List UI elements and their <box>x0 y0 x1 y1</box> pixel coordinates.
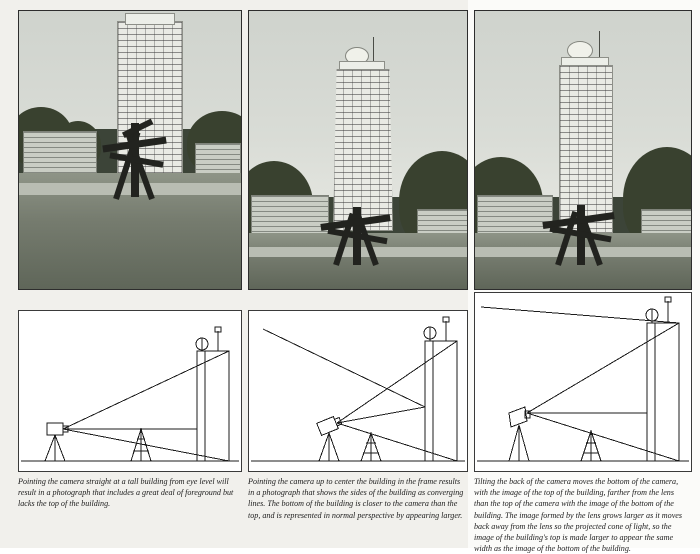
diagram-panel-2 <box>248 310 468 472</box>
caption-panel-3: Tilting the back of the camera moves the bottom of the camera, with the image of the top of the building, farther from the lens than the top of the camera with the image of the bottom of the building. The image formed by the lens grows larger as it moves back away from the lens so the projected cone of light, so the image of the building's top is made larger to appear the same width as the image of the bottom of the building. <box>474 477 683 554</box>
sight-line-upper <box>63 351 229 429</box>
antenna-mast <box>373 37 374 63</box>
extension-line <box>263 329 425 407</box>
low-rise-building <box>23 131 97 177</box>
sight-line-lower <box>63 429 229 461</box>
sight-line-upper <box>337 341 457 423</box>
photo-panel-2 <box>248 10 468 290</box>
sculpture <box>103 123 173 201</box>
diagram-2-svg <box>249 311 467 471</box>
photo-panel-1 <box>18 10 242 290</box>
diagram-panel-3 <box>474 292 692 472</box>
cone-lower <box>527 413 679 461</box>
photo-panel-3 <box>474 10 692 290</box>
cone-upper <box>527 323 679 413</box>
camera-on-tripod-back-tilted <box>509 407 530 461</box>
caption-panel-2: Pointing the camera up to center the building in the frame results in a photograph that shows the sides of the building as converging lines. The bottom of the building is closer to the camera than the top, and is represented in normal perspective by appearing larger. <box>248 477 464 520</box>
antenna-mast <box>599 31 600 59</box>
sculpture <box>321 207 397 269</box>
sculpture-outline <box>361 433 381 461</box>
diagram-3-svg <box>475 293 691 471</box>
building-body <box>647 323 679 461</box>
diagram-panel-1 <box>18 310 242 472</box>
building-cap <box>125 13 175 25</box>
building-body <box>197 351 229 461</box>
optical-axis <box>337 407 425 423</box>
sculpture <box>543 205 621 269</box>
sight-line-lower <box>337 423 457 461</box>
caption-panel-1: Pointing the camera straight at a tall building from eye level will result in a photograph that includes a great deal of foreground but lacks the top of the building. <box>18 477 234 509</box>
diagram-1-svg <box>19 311 241 471</box>
